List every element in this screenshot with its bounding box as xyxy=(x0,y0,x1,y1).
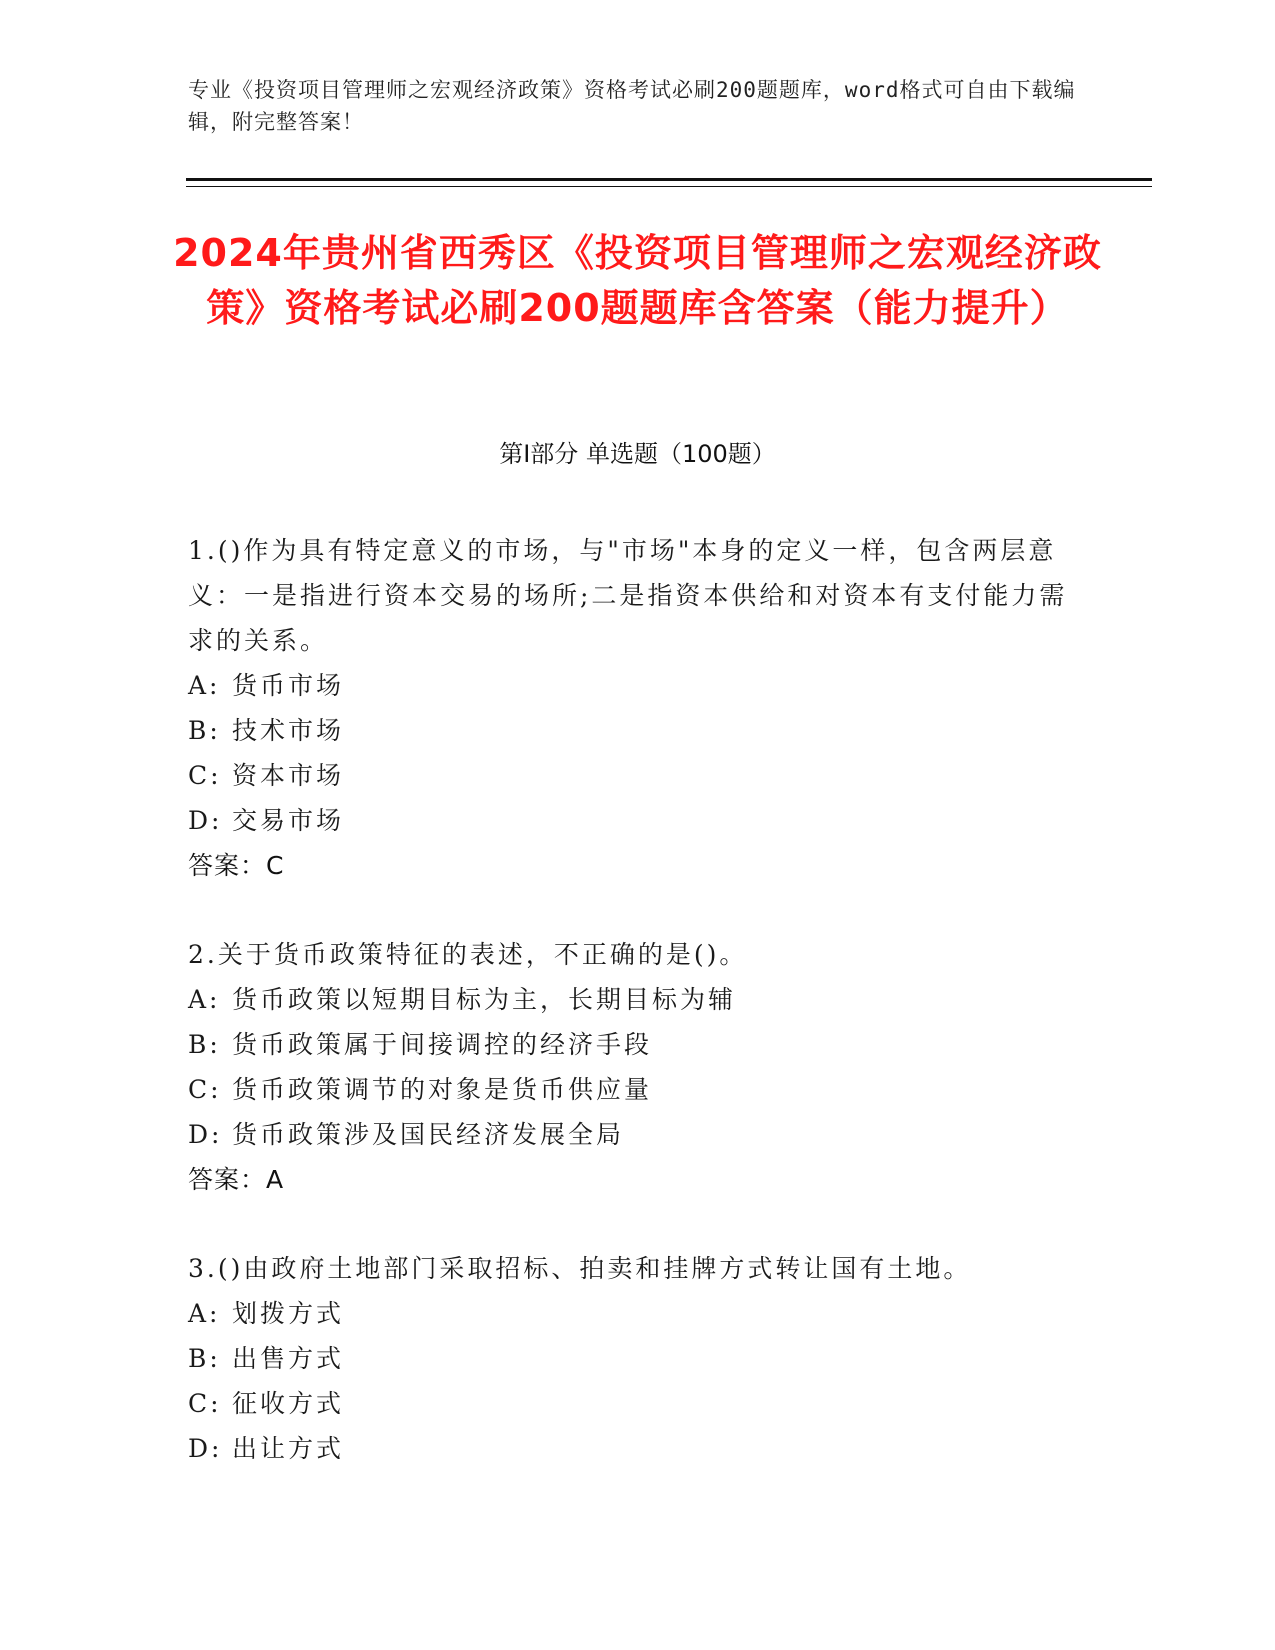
option-c xyxy=(188,1381,1088,1426)
option-a xyxy=(188,1291,1088,1336)
question-stem: 1.()作为具有特定意义的市场，与"市场"本身的定义一样，包含两层意义：一是指进行资本交易的场所;二是指资本供给和对资本有支付能力需求的关系。 xyxy=(188,536,1068,655)
option-text: 货币政策属于间接调控的经济手段 xyxy=(232,1030,653,1059)
answer-label: 答案： xyxy=(188,1165,267,1194)
option-d xyxy=(188,1426,1088,1471)
option-d xyxy=(188,798,1088,843)
question-3 xyxy=(188,1246,1088,1471)
option-c xyxy=(188,1067,1088,1112)
option-text: 征收方式 xyxy=(232,1389,345,1418)
option-letter: B: xyxy=(188,1030,221,1059)
option-text: 划拨方式 xyxy=(232,1299,345,1328)
option-b xyxy=(188,1336,1088,1381)
option-d xyxy=(188,1112,1088,1157)
option-text: 出售方式 xyxy=(232,1344,345,1373)
option-letter: C: xyxy=(188,1075,222,1104)
option-letter: C: xyxy=(188,1389,222,1418)
option-letter: C: xyxy=(188,761,222,790)
answer-value: C xyxy=(266,851,285,880)
option-letter: B: xyxy=(188,1344,221,1373)
option-text: 出让方式 xyxy=(232,1434,345,1463)
option-letter: A: xyxy=(188,671,221,700)
option-b xyxy=(188,1022,1088,1067)
question-list xyxy=(188,528,1088,1515)
header-note: 专业《投资项目管理师之宏观经济政策》资格考试必刷200题题库，word格式可自由下载编辑，附完整答案！ xyxy=(188,78,1076,134)
option-letter: A: xyxy=(188,985,221,1014)
header-divider-thin xyxy=(186,186,1152,187)
option-text: 货币政策以短期目标为主，长期目标为辅 xyxy=(232,985,737,1014)
option-text: 货币政策调节的对象是货币供应量 xyxy=(232,1075,653,1104)
section-heading: 第Ⅰ部分 单选题（100题） xyxy=(499,440,776,468)
answer-label: 答案： xyxy=(188,851,267,880)
option-letter: D: xyxy=(188,1120,223,1149)
option-a xyxy=(188,977,1088,1022)
answer-value: A xyxy=(266,1165,285,1194)
answer-line xyxy=(188,843,1088,888)
option-text: 货币政策涉及国民经济发展全局 xyxy=(232,1120,625,1149)
option-text: 资本市场 xyxy=(232,761,345,790)
option-letter: D: xyxy=(188,806,223,835)
question-stem: 2.关于货币政策特征的表述，不正确的是()。 xyxy=(188,940,748,969)
document-title: 2024年贵州省西秀区《投资项目管理师之宏观经济政策》资格考试必刷200题题库含答案（能力提升） xyxy=(173,231,1102,330)
option-b xyxy=(188,708,1088,753)
option-letter: B: xyxy=(188,716,221,745)
option-text: 技术市场 xyxy=(232,716,345,745)
option-text: 货币市场 xyxy=(232,671,345,700)
question-stem: 3.()由政府土地部门采取招标、拍卖和挂牌方式转让国有土地。 xyxy=(188,1254,972,1283)
header-divider-thick xyxy=(186,178,1152,181)
option-a xyxy=(188,663,1088,708)
option-text: 交易市场 xyxy=(232,806,345,835)
question-2 xyxy=(188,932,1088,1202)
question-1 xyxy=(188,528,1088,888)
answer-line xyxy=(188,1157,1088,1202)
option-letter: D: xyxy=(188,1434,223,1463)
option-c xyxy=(188,753,1088,798)
option-letter: A: xyxy=(188,1299,221,1328)
